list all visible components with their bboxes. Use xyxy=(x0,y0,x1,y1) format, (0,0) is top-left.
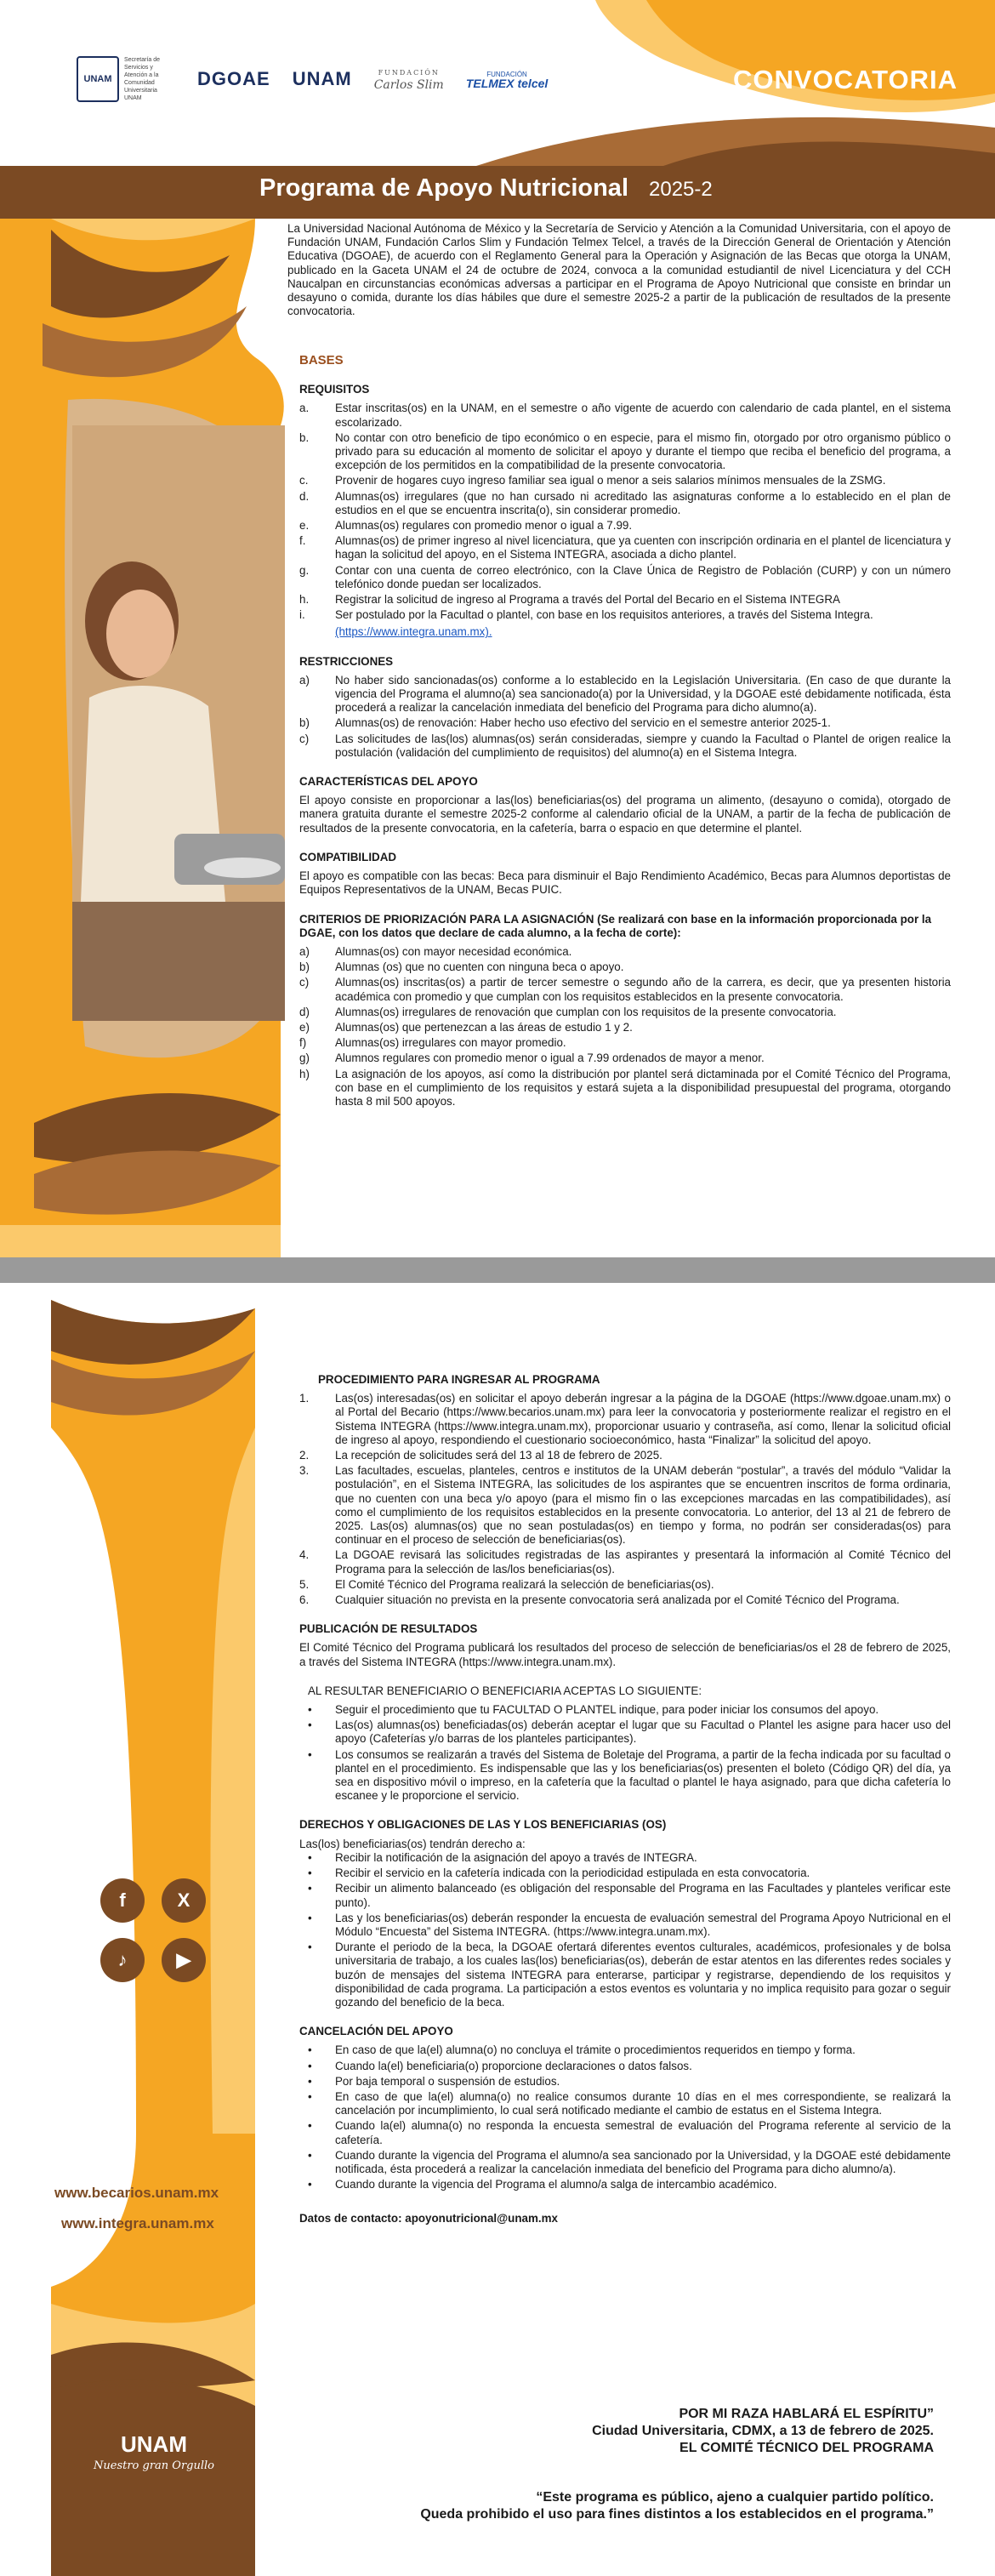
list-item xyxy=(299,1006,951,1019)
item-text: Alumnas(os) con mayor necesidad económica. xyxy=(335,944,572,958)
item-label: h) xyxy=(299,1067,310,1080)
item-text: Registrar la solicitud de ingreso al Programa a través del Portal del Becario en el Sistema INTEGRA xyxy=(335,593,840,607)
requisitos-list xyxy=(299,402,951,622)
aceptan-title: AL RESULTAR BENEFICIARIO O BENEFICIARIA ACEPTAS LO SIGUIENTE: xyxy=(308,1684,702,1697)
item-label: a) xyxy=(299,673,310,687)
restricciones-title: RESTRICCIONES xyxy=(299,654,394,668)
item-text: Alumnas(os) irregulares con mayor promedio. xyxy=(335,1036,566,1050)
list-item xyxy=(299,1449,951,1462)
list-item xyxy=(299,564,951,591)
item-text: Alumnos regulares con promedio menor o igual a 7.99 ordenados de mayor a menor. xyxy=(335,1051,765,1065)
list-item xyxy=(299,2043,951,2057)
item-label: c. xyxy=(299,474,309,487)
list-item xyxy=(299,2060,951,2073)
aceptan-list xyxy=(299,1703,951,1803)
list-item xyxy=(299,593,951,607)
list-item xyxy=(299,960,951,974)
lema: POR MI RAZA HABLARÁ EL ESPÍRITU” xyxy=(679,2407,934,2421)
item-text: Estar inscritas(os) en la UNAM, en el semestre o año vigente de acuerdo con calendario de cada plantel, en el sistema escolarizado. xyxy=(335,402,951,429)
page-1 xyxy=(0,0,995,1257)
youtube-icon[interactable]: ▶ xyxy=(162,1938,206,1982)
list-item xyxy=(299,1392,951,1447)
list-item xyxy=(299,1051,951,1065)
item-label: b. xyxy=(299,430,310,444)
caracteristicas-title: CARACTERÍSTICAS DEL APOYO xyxy=(299,775,478,789)
item-text: No contar con otro beneficio de tipo económico o en especie, para el mismo fin, otorgado por otro organismo público o privado para su educación al momento de solicitar el apoyo y durante el tiempo que reciba el beneficio del programa, a excepción de los permitidos en la compatibilidad de la presente convocatoria. xyxy=(335,430,951,472)
item-text: Las y los beneficiarias(os) deberán responder la encuesta de evaluación semestral del Programa Apoyo Nutricional en el Módulo “Encuesta” del Sistema INTEGRA. (https://www.integra.unam.mx). xyxy=(335,1911,951,1938)
list-item xyxy=(299,402,951,429)
item-text: En caso de que la(el) alumna(o) no concluya el trámite o procedimientos requeridos en tiempo y forma. xyxy=(335,2043,856,2057)
item-label: d) xyxy=(299,1005,310,1018)
list-item xyxy=(299,1703,951,1717)
cancelacion-title: CANCELACIÓN DEL APOYO xyxy=(299,2025,453,2038)
item-label: c) xyxy=(299,732,310,745)
list-item xyxy=(299,2149,951,2176)
tiktok-icon[interactable]: ♪ xyxy=(100,1938,145,1982)
item-text: Durante el periodo de la beca, la DGOAE ofertará diferentes eventos culturales, académicos, profesionales y de bolsa universitaria de trabajo, a los cuales las(los) beneficiarias(os), deberán de estar atentos en las diferentes redes sociales y buzón de mensajes del sistema INTEGRA para enterarse, participar y registrarse, dependiendo de los requisitos y disponibilidad de cada programa. La participación a estos eventos es voluntaria y no implica requisito para gozar o seguir gozando del beneficio de la beca. xyxy=(335,1941,951,2009)
fundacion-telmex-logo: FUNDACIÓN TELMEX telcel xyxy=(465,71,549,90)
item-text: No haber sido sancionadas(os) conforme a lo establecido en la Legislación Universitaria. (En caso de que durante la vigencia del Programa el alumno(a) sea sancionado(a) por la Universidad, y la DGOAE esté debidamente notificada, ésta procederá a realizar la cancelación inmediata del beneficio del Programa para dicho alumno(a). xyxy=(335,673,951,715)
partner-logos xyxy=(77,49,548,109)
aviso-block xyxy=(420,2489,934,2523)
period-label: 2025-2 xyxy=(649,178,713,201)
bullet-icon: • xyxy=(308,2074,312,2088)
list-item xyxy=(299,732,951,760)
list-item xyxy=(299,976,951,1003)
item-text: Las(os) alumnas(os) beneficiadas(os) deberán aceptar el lugar que su Facultad o Plantel les asigne para hacer uso del apoyo (Cafeterías y/o barras de los planteles participantes). xyxy=(335,1718,951,1746)
bullet-icon: • xyxy=(308,1718,312,1732)
item-text: Alumnas (os) que no cuenten con ninguna beca o apoyo. xyxy=(335,960,624,974)
item-text: Ser postulado por la Facultad o plantel, con base en los requisitos anteriores, a través del Sistema Integra. xyxy=(335,608,873,622)
list-item xyxy=(299,1882,951,1909)
list-item xyxy=(299,1718,951,1746)
item-text: Por baja temporal o suspensión de estudios. xyxy=(335,2074,560,2088)
closing-block xyxy=(592,2406,934,2457)
x-twitter-icon[interactable]: X xyxy=(162,1878,206,1923)
item-text: Provenir de hogares cuyo ingreso familiar sea igual o menor a seis salarios mínimos mensuales de la ZSMG. xyxy=(335,474,886,487)
convocatoria-label: CONVOCATORIA xyxy=(733,65,958,94)
item-text: Alumnas(os) inscritas(os) a partir de tercer semestre o segundo año de la carrera, es decir, que ya presenten historia académica con promedio y que cumplan con los requisitos establecidos en la presente convocatoria. xyxy=(335,976,951,1003)
dgoae-logo: DGOAE xyxy=(197,68,270,89)
page-title: Programa de Apoyo Nutricional 2025-2 xyxy=(259,174,713,202)
list-item xyxy=(299,2178,951,2191)
list-item xyxy=(299,490,951,517)
item-text: Alumnas(os) irregulares de renovación que cumplan con los requisitos de la presente convocatoria. xyxy=(335,1005,837,1018)
bullet-icon: • xyxy=(308,1911,312,1924)
item-label: 3. xyxy=(299,1464,310,1478)
item-text: Cuando durante la vigencia del Programa el alumno/a sea sancionado por la Universidad, y la DGOAE esté debidamente notificada, ésta procederá a realizar la cancelación inmediata del beneficio del Programa para dicho alumno/a). xyxy=(335,2148,951,2175)
integra-link[interactable]: (https://www.integra.unam.mx). xyxy=(335,625,492,639)
becarios-website[interactable]: www.becarios.unam.mx xyxy=(54,2185,219,2201)
item-text: La recepción de solicitudes será del 13 al 18 de febrero de 2025. xyxy=(335,1449,662,1462)
list-item xyxy=(299,608,951,622)
intro-paragraph: La Universidad Nacional Autónoma de México y la Secretaría de Servicio y Atención a la Comunidad Universitaria, con el apoyo de Fundación UNAM, Fundación Carlos Slim y Fundación Telmex Telcel, a través de la Dirección General de Orientación y Atención Educativa (DGOAE), de acuerdo con el Reglamento General para la Operación y Asignación de las Becas que otorga la UNAM, publicado en la Gaceta UNAM el 24 de octubre de 2024, convoca a la comunidad estudiantil de nivel Licenciatura y del CCH Naucalpan en circunstancias económicas adversas a participar en el Programa de Apoyo Nutricional que consiste en brindar un desayuno o comida, durante los días hábiles que dure el semestre 2025-2 a partir de la publicación de resultados de la presente convocatoria. xyxy=(287,222,951,318)
list-item xyxy=(299,1941,951,2009)
student-photo xyxy=(72,425,285,1021)
list-item xyxy=(299,1464,951,1547)
bullet-icon: • xyxy=(308,2089,312,2103)
bullet-icon: • xyxy=(308,2178,312,2191)
page2-content xyxy=(299,1373,951,2231)
item-label: f. xyxy=(299,534,306,548)
list-item xyxy=(299,431,951,473)
derechos-sub: Las(los) beneficiarias(os) tendrán derecho a: xyxy=(299,1837,526,1850)
item-text: Alumnas(os) que pertenezcan a las áreas de estudio 1 y 2. xyxy=(335,1020,633,1034)
procedimiento-title: PROCEDIMIENTO PARA INGRESAR AL PROGRAMA xyxy=(318,1373,600,1386)
item-text: Seguir el procedimiento que tu FACULTAD O PLANTEL indique, para poder iniciar los consumos del apoyo. xyxy=(335,1703,879,1717)
procedimiento-list xyxy=(299,1392,951,1607)
list-item xyxy=(299,1851,951,1865)
list-item xyxy=(299,534,951,561)
unam-seal-logo: UNAM Secretaría de Servicios y Atención a la Comunidad Universitaria UNAM xyxy=(77,56,175,102)
bullet-icon: • xyxy=(308,1882,312,1895)
bullet-icon: • xyxy=(308,2148,312,2162)
comite: EL COMITÉ TÉCNICO DEL PROGRAMA xyxy=(679,2441,934,2455)
bases-section xyxy=(299,339,951,1115)
item-label: e) xyxy=(299,1020,310,1034)
aviso-line-2: Queda prohibido el uso para fines distintos a los establecidos en el programa.” xyxy=(420,2507,934,2522)
list-item xyxy=(299,1068,951,1109)
item-label: g) xyxy=(299,1051,310,1065)
item-label: 6. xyxy=(299,1593,310,1607)
item-text: Contar con una cuenta de correo electrónico, con la Clave Única de Registro de Población (CURP) y con un número telefónico donde puedan ser localizados. xyxy=(335,563,951,590)
fundacion-carlos-slim-logo: FUNDACIÓN Carlos Slim xyxy=(373,69,444,92)
list-item xyxy=(299,1036,951,1050)
list-item xyxy=(299,1578,951,1592)
list-item xyxy=(299,674,951,715)
bullet-icon: • xyxy=(308,1747,312,1761)
list-item xyxy=(299,1748,951,1804)
cancelacion-list xyxy=(299,2043,951,2191)
derechos-title: DERECHOS Y OBLIGACIONES DE LAS Y LOS BENEFICIARIAS (OS) xyxy=(299,1818,667,1832)
item-text: Recibir la notificación de la asignación del apoyo a través de INTEGRA. xyxy=(335,1850,697,1864)
item-label: 4. xyxy=(299,1548,310,1562)
bullet-icon: • xyxy=(308,1941,312,1954)
item-text: Alumnas(os) irregulares (que no han cursado ni acreditado las asignaturas conforme a lo establecido en el plan de estudios en el que se encuentra inscrita(o), sin considerar promedio. xyxy=(335,489,951,516)
list-item xyxy=(299,1021,951,1034)
item-text: Los consumos se realizarán a través del Sistema de Boletaje del Programa, a partir de la fecha indicada por su facultad o plantel en el procedimiento. Es indispensable que las y los beneficiarias(os) presenten el boleto (Código QR) del día, ya sea en dispositivo móvil o impreso, en la cafetería que la facultad o plantel le haya asignado, para que dicha cafetería lo escanee y le proporcione el servicio. xyxy=(335,1747,951,1803)
item-label: a. xyxy=(299,402,310,415)
item-label: d. xyxy=(299,489,310,503)
list-item xyxy=(299,474,951,487)
criterios-list xyxy=(299,945,951,1108)
caracteristicas-text: El apoyo consiste en proporcionar a las(los) beneficiarias(os) del programa un alimento, (desayuno o comida), otorgado de manera gratuita durante el semestre 2025-2 conforme al calendario oficial de la UNAM, a partir de la fecha de publicación de resultados de la presente convocatoria, en la cafetería, barra o espacio en que determine el plantel. xyxy=(299,794,951,835)
item-label: 5. xyxy=(299,1577,310,1591)
list-item xyxy=(299,1548,951,1576)
item-text: Las(os) interesadas(os) en solicitar el apoyo deberán ingresar a la página de la DGOAE (https://www.dgoae.unam.mx) o al Portal del Becario (https://www.becarios.unam.mx) para leer la convocatoria y posteriormente realizar el registro en el Sistema INTEGRA (https://www.integra.unam.mx), proporcionar usuario y contraseña, así como, llenar la solicitud oficial de ingreso al apoyo, respondiendo el cuestionario socioeconómico, hasta “Finalizar” la solicitud del apoyo. xyxy=(335,1392,951,1446)
bullet-icon: • xyxy=(308,2059,312,2072)
item-text: Cualquier situación no prevista en la presente convocatoria será analizada por el Comité Técnico del Programa. xyxy=(335,1593,900,1607)
list-item xyxy=(299,519,951,533)
contacto: Datos de contacto: apoyonutricional@unam.mx xyxy=(299,2212,558,2226)
list-item xyxy=(299,1593,951,1607)
item-text: Las solicitudes de las(los) alumnas(os) serán consideradas, siempre y cuando la Facultad o Plantel de origen realice la postulación (validación del cumplimiento de requisitos) del alumno(a) en el Sistema Integra. xyxy=(335,732,951,759)
list-item xyxy=(299,1866,951,1880)
restricciones-list xyxy=(299,674,951,760)
item-label: 2. xyxy=(299,1449,310,1462)
compatibilidad-text: El apoyo es compatible con las becas: Beca para disminuir el Bajo Rendimiento Académico, Becas para Alumnos deportistas de Equipos Representativos de la UNAM, Becas PUIC. xyxy=(299,869,951,897)
bullet-icon: • xyxy=(308,1703,312,1717)
item-label: c) xyxy=(299,976,310,989)
item-text: La asignación de los apoyos, así como la distribución por plantel será dictaminada por el Comité Técnico del Programa, con base en el cumplimiento de los requisitos y estará sujeta a la disponibilidad presupuestal del programa, otorgando hasta 8 mil 500 apoyos. xyxy=(335,1067,951,1108)
integra-website[interactable]: www.integra.unam.mx xyxy=(61,2215,214,2231)
item-text: El Comité Técnico del Programa realizará la selección de beneficiarias(os). xyxy=(335,1577,714,1591)
item-text: Recibir un alimento balanceado (es obligación del responsable del Programa en las Facultades y planteles verificar este punto). xyxy=(335,1882,951,1909)
facebook-icon[interactable]: f xyxy=(100,1878,145,1923)
item-label: b) xyxy=(299,960,310,974)
requisitos-title: REQUISITOS xyxy=(299,383,370,396)
item-text: Cuando la(el) alumna(o) no responda la encuesta semestral de evaluación del Programa referente al servicio de la cafetería. xyxy=(335,2119,951,2146)
criterios-title: CRITERIOS DE PRIORIZACIÓN PARA LA ASIGNACIÓN (Se realizará con base en la información proporcionada por la DGAE, con los datos que declare de cada alumno, a la fecha de corte): xyxy=(299,912,932,939)
seal-icon: UNAM xyxy=(77,56,119,102)
unam-logo: UNAM xyxy=(292,68,352,89)
item-label: h. xyxy=(299,593,310,607)
unam-footer-logo: UNAM Nuestro gran Orgullo xyxy=(94,2431,215,2472)
list-item xyxy=(299,945,951,959)
item-text: La DGOAE revisará las solicitudes registradas de las aspirantes y presentará la información al Comité Técnico del Programa para la selección de las/los beneficiarias(os). xyxy=(335,1548,951,1576)
item-label: 1. xyxy=(299,1392,310,1405)
item-label: i. xyxy=(299,608,305,622)
item-label: f) xyxy=(299,1036,307,1050)
list-item xyxy=(299,2119,951,2146)
item-label: g. xyxy=(299,563,310,577)
item-text: Alumnas(os) regulares con promedio menor o igual a 7.99. xyxy=(335,519,633,533)
item-text: Cuando la(el) beneficiaria(o) proporcione declaraciones o datos falsos. xyxy=(335,2059,692,2072)
aviso-line-1: “Este programa es público, ajeno a cualquier partido político. xyxy=(536,2490,934,2505)
bullet-icon: • xyxy=(308,1866,312,1880)
item-text: En caso de que la(el) alumna(o) no realice consumos durante 10 días en el mes correspondiente, se realizará la cancelación por incumplimiento, lo cual será notificado mediante el cambio de estatus en el Sistema Integra. xyxy=(335,2089,951,2117)
bullet-icon: • xyxy=(308,1850,312,1864)
bases-title: BASES xyxy=(299,353,344,368)
bullet-icon: • xyxy=(308,2119,312,2133)
list-item xyxy=(299,2075,951,2089)
item-text: Alumnas(os) de primer ingreso al nivel licenciatura, que ya cuenten con inscripción ordinaria en el plantel de licenciatura y hagan la solicitud del apoyo, en el Sistema INTEGRA, asociada a dicho plantel. xyxy=(335,534,951,561)
compatibilidad-title: COMPATIBILIDAD xyxy=(299,850,397,863)
lugar-fecha: Ciudad Universitaria, CDMX, a 13 de febrero de 2025. xyxy=(592,2424,934,2438)
list-item xyxy=(299,2090,951,2117)
list-item xyxy=(299,1912,951,1939)
publicacion-title: PUBLICACIÓN DE RESULTADOS xyxy=(299,1622,478,1636)
item-label: b) xyxy=(299,716,310,730)
item-text: Alumnas(os) de renovación: Haber hecho uso efectivo del servicio en el semestre anterior 2025-1. xyxy=(335,716,831,730)
item-label: e. xyxy=(299,519,310,533)
list-item xyxy=(299,716,951,730)
item-label: a) xyxy=(299,944,310,958)
page-2 xyxy=(0,1283,995,2576)
item-text: Recibir el servicio en la cafetería indicada con la periodicidad estipulada en esta convocatoria. xyxy=(335,1866,810,1880)
item-text: Cuando durante la vigencia del Programa el alumno/a salga de intercambio académico. xyxy=(335,2178,777,2191)
publicacion-text: El Comité Técnico del Programa publicará los resultados del proceso de selección de beneficiarias/os el 28 de febrero de 2025, a través del Sistema INTEGRA (https://www.integra.unam.mx). xyxy=(299,1641,951,1668)
derechos-list xyxy=(299,1851,951,2009)
item-text: Las facultades, escuelas, planteles, centros e institutos de la UNAM deberán “postular”, a través del módulo “Validar la postulación”, en el Sistema INTEGRA, las solicitudes de los aspirantes que se encuentren inscritos de forma ordinaria, que no cuenten con una beca y/o apoyo (para el mismo fin o las excepciones marcadas en las compatibilidades), así como el cumplimiento de los requisitos establecidos en la presente convocatoria. Lo anterior, del 13 al 21 de febrero de 2025. Las(os) alumnas(os) que no sean postuladas(os) en tiempo y forma, no podrán ser consideradas(os) para continuar en el proceso de selección de beneficiarias(os). xyxy=(335,1464,951,1547)
bullet-icon: • xyxy=(308,2043,312,2057)
